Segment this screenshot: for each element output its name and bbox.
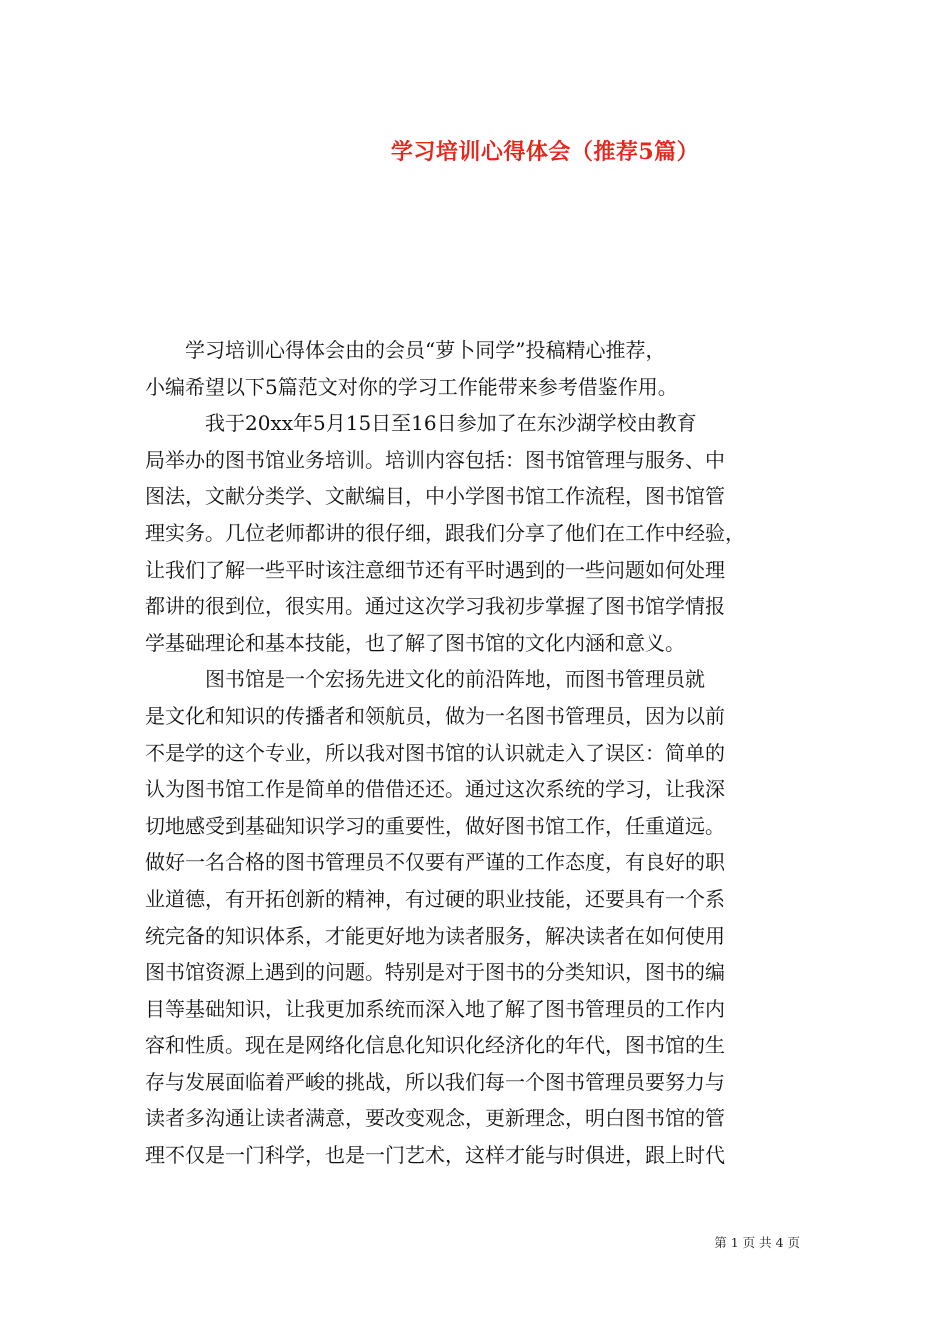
body-text	[145, 332, 805, 1174]
text-line: 容和性质。现在是网络化信息化知识化经济化的年代，图书馆的生	[145, 1033, 725, 1058]
text-line: 图法，文献分类学、文献编目，中小学图书馆工作流程，图书馆管	[145, 484, 725, 509]
text-line: 不是学的这个专业，所以我对图书馆的认识就走入了误区：简单的	[145, 740, 725, 765]
text-line: 认为图书馆工作是简单的借借还还。通过这次系统的学习，让我深	[145, 777, 725, 802]
text-line: 目等基础知识，让我更加系统而深入地了解了图书管理员的工作内	[145, 996, 725, 1021]
text-line: 理实务。几位老师都讲的很仔细，跟我们分享了他们在工作中经验，	[145, 520, 745, 545]
text-line: 小编希望以下5篇范文对你的学习工作能带来参考借鉴作用。	[145, 374, 678, 399]
text-line: 我于20xx年5月15日至16日参加了在东沙湖学校由教育	[145, 411, 697, 436]
text-line: 业道德，有开拓创新的精神，有过硬的职业技能，还要具有一个系	[145, 886, 725, 911]
text-line: 是文化和知识的传播者和领航员，做为一名图书管理员，因为以前	[145, 703, 725, 728]
text-line: 局举办的图书馆业务培训。培训内容包括：图书馆管理与服务、中	[145, 447, 725, 472]
text-line: 理不仅是一门科学，也是一门艺术，这样才能与时俱进，跟上时代	[145, 1143, 725, 1168]
text-line: 做好一名合格的图书管理员不仅要有严谨的工作态度，有良好的职	[145, 850, 725, 875]
text-line: 都讲的很到位，很实用。通过这次学习我初步掌握了图书馆学情报	[145, 594, 725, 619]
text-line: 图书馆资源上遇到的问题。特别是对于图书的分类知识，图书的编	[145, 960, 725, 985]
document-title: 学习培训心得体会（推荐5篇）	[390, 139, 700, 165]
text-line: 统完备的知识体系，才能更好地为读者服务，解决读者在如何使用	[145, 923, 725, 948]
page-number-footer: 第 1 页 共 4 页	[714, 1235, 800, 1250]
text-line: 让我们了解一些平时该注意细节还有平时遇到的一些问题如何处理	[145, 557, 725, 582]
text-line: 学习培训心得体会由的会员“萝卜同学”投稿精心推荐，	[145, 338, 666, 362]
document-body	[145, 332, 805, 1174]
text-line: 切地感受到基础知识学习的重要性，做好图书馆工作，任重道远。	[145, 813, 725, 838]
text-line: 存与发展面临着严峻的挑战，所以我们每一个图书管理员要努力与	[145, 1069, 725, 1094]
text-line: 图书馆是一个宏扬先进文化的前沿阵地，而图书管理员就	[145, 667, 705, 692]
text-line: 读者多沟通让读者满意，要改变观念，更新理念，明白图书馆的管	[145, 1106, 725, 1131]
text-line: 学基础理论和基本技能，也了解了图书馆的文化内涵和意义。	[145, 630, 685, 655]
